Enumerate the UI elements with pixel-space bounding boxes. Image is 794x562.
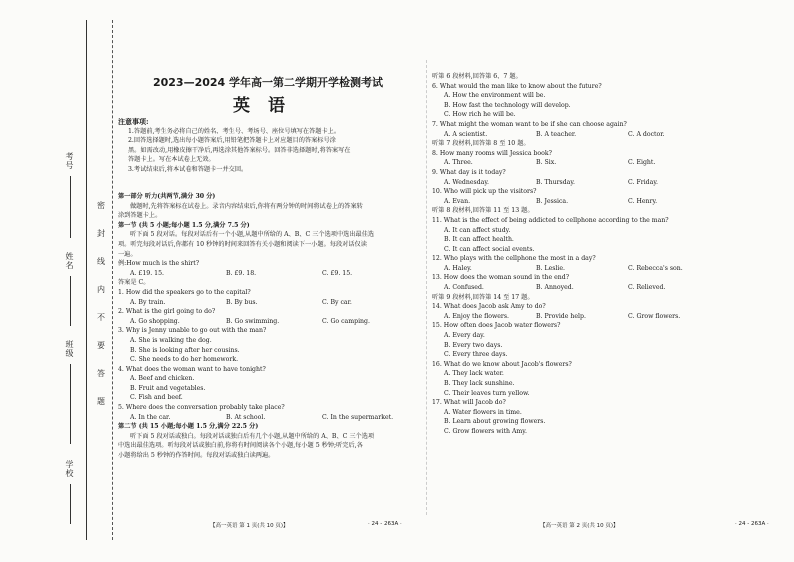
option: B. Go swimming. [226, 317, 280, 325]
option: A. In the car. [130, 413, 171, 421]
option: C. Friday. [628, 178, 658, 186]
option: B. Every two days. [444, 341, 503, 349]
options-row [118, 298, 418, 308]
question-text: 14. What does Jacob ask Amy to do? [432, 303, 546, 311]
option: C. A doctor. [628, 130, 665, 138]
question-text: 17. What will Jacob do? [432, 399, 506, 407]
question-text: 2. What is the girl going to do? [118, 308, 216, 316]
option: C. Every three days. [444, 351, 508, 359]
option: B. She is looking after her cousins. [130, 346, 240, 354]
part1-desc: 涂到答题卡上。 [118, 212, 162, 220]
option: B. It can affect health. [444, 236, 514, 244]
option: A. Every day. [444, 332, 485, 340]
question-text: 10. Who will pick up the visitors? [432, 188, 537, 196]
part1-heading: 第一部分 听力(共两节,满分 30 分) [118, 193, 216, 200]
section1-desc: 项。听完每段对话后,你都有 10 秒钟的时间来回答有关小题和阅读下一小题。每段对话仅读 [118, 240, 367, 248]
option: A. Beef and chicken. [130, 375, 195, 383]
question-text: 8. How many rooms will Jessica book? [432, 149, 552, 157]
option: B. Annoyed. [536, 284, 574, 292]
page2-footer: 【高一英语 第 2 页(共 10 页)】 [540, 523, 619, 529]
column-divider [426, 60, 427, 515]
option: B. Six. [536, 159, 557, 167]
question-text: 7. What might the woman want to be if she can choose again? [432, 120, 627, 128]
binding-label-school: 学校 [65, 460, 74, 478]
notice-item: 答题卡上。写在本试卷上无效。 [128, 156, 215, 164]
option: B. By bus. [226, 298, 258, 306]
seal-char: 答 [97, 369, 105, 378]
option: A. They lack water. [444, 370, 504, 378]
option: C. Grow flowers. [628, 312, 681, 320]
binding-label-name: 姓名 [65, 252, 74, 270]
exam-title: 2023—2024 学年高一第二学期开学检测考试 [152, 76, 384, 89]
option: B. Jessica. [536, 197, 569, 205]
notice-item: 3.考试结束后,将本试卷和答题卡一并交回。 [128, 165, 248, 173]
binding-label-class: 班级 [65, 340, 74, 358]
section1-desc: 一遍。 [118, 250, 137, 258]
page1-footer: 【高一英语 第 1 页(共 10 页)】 [210, 523, 289, 529]
option: C. Relieved. [628, 284, 666, 292]
seal-char: 不 [97, 313, 105, 322]
notice-item: 1.答题前,考生务必将自己的姓名、考生号、考场号、座位号填写在答题卡上。 [128, 127, 341, 135]
section1-heading: 第一节 (共 5 小题;每小题 1.5 分,满分 7.5 分) [118, 221, 250, 229]
option: A. It can affect study. [444, 226, 511, 234]
notice-item: 2.回答选择题时,选出每小题答案后,用铅笔把答题卡上对应题目的答案标号涂 [128, 137, 336, 145]
part1-desc: 做题时,先将答案标在试卷上。录音内容结束后,你将有两分钟的时间将试卷上的答案转 [130, 202, 363, 210]
section2-heading: 第二节 (共 15 小题;每小题 1.5 分,满分 22.5 分) [118, 423, 259, 431]
option: C. Rebecca's son. [628, 264, 683, 272]
option: C. Their leaves turn yellow. [444, 389, 530, 397]
option: B. A teacher. [536, 130, 577, 138]
option: B. Leslie. [536, 264, 566, 272]
option: A. Haley. [444, 264, 472, 272]
option: A. Water flowers in time. [444, 408, 522, 416]
notice-section [118, 117, 418, 175]
binding-label-exam-number: 考号 [65, 152, 74, 170]
section2-desc: 中选出最佳选项。听每段对话或独白前,你将有时间阅读各个小题,每小题 5 秒钟;听完后,各 [118, 442, 363, 450]
option: C. Eight. [628, 159, 656, 167]
option: C. She needs to do her homework. [130, 356, 239, 364]
option: A. £19. 15. [130, 269, 164, 277]
option: C. £9. 15. [322, 269, 353, 277]
options-row [432, 283, 782, 293]
binding-margin [0, 0, 118, 562]
seal-char: 线 [97, 257, 105, 266]
question-text: 12. Who plays with the cellphone the most in a day? [432, 255, 596, 263]
options-row [432, 197, 782, 207]
options-row [432, 130, 782, 140]
seal-char: 封 [97, 229, 105, 238]
option: B. How fast the technology will develop. [444, 101, 571, 109]
options-row [432, 178, 782, 188]
option: A. Enjoy the flowers. [444, 312, 510, 320]
notice-heading: 注意事项: [118, 117, 149, 126]
right-column [432, 72, 782, 437]
question-text: 13. How does the woman sound in the end? [432, 274, 570, 282]
question-text: 5. Where does the conversation probably take place? [118, 404, 285, 412]
page2-code: · 24 - 263A · [735, 521, 769, 527]
option: C. Go camping. [322, 317, 370, 325]
option: C. It can affect social events. [444, 245, 535, 253]
section-intro: 听第 6 段材料,回答第 6、7 题。 [432, 73, 522, 80]
section-intro: 听第 8 段材料,回答第 11 至 13 题。 [432, 207, 534, 215]
option: C. Henry. [628, 197, 658, 205]
option: C. In the supermarket. [322, 413, 394, 421]
exam-subject: 英语 [233, 96, 303, 116]
section1-desc: 听下面 5 段对话。每段对话后有一个小题,从题中所给的 A、B、C 三个选项中选出最佳选 [130, 231, 375, 239]
option: B. Learn about growing flowers. [444, 418, 546, 426]
question-text: 1. How did the speakers go to the capital? [118, 288, 251, 296]
question-text: 9. What day is it today? [432, 168, 506, 176]
option: A. By train. [130, 298, 166, 306]
question-text: 6. What would the man like to know about the future? [432, 82, 602, 90]
option: C. By car. [322, 298, 352, 306]
options-row [432, 312, 782, 322]
question-text: 4. What does the woman want to have tonight? [118, 365, 266, 373]
question-text: 11. What is the effect of being addicted to cellphone according to the man? [432, 216, 669, 224]
example-question: 例:How much is the shirt? [118, 260, 200, 268]
options-row [432, 264, 782, 274]
option: B. They lack sunshine. [444, 380, 515, 387]
seal-char: 要 [97, 341, 105, 350]
section2-desc: 听下面 5 段对话或独白。每段对话或独白后有几个小题,从题中所给的 A、B、C 三个选项 [130, 432, 375, 440]
question-text: 15. How often does Jacob water flowers? [432, 322, 561, 330]
option: A. Confused. [444, 284, 484, 292]
option: A. Go shopping. [130, 317, 180, 325]
seal-char: 题 [97, 397, 105, 406]
option: B. £9. 18. [226, 269, 257, 277]
notice-item: 黑。如需改动,用橡皮擦干净后,再选涂其他答案标号。回答非选择题时,将答案写在 [128, 146, 351, 154]
option: A. Evan. [444, 197, 471, 205]
section2-desc: 小题将给出 5 秒钟的作答时间。每段对话或独白读两遍。 [118, 452, 275, 460]
example-answer: 答案是 C。 [118, 279, 150, 287]
option: A. She is walking the dog. [130, 336, 212, 344]
option: C. Fish and beef. [130, 394, 183, 402]
question-text: 3. Why is Jenny unable to go out with the man? [118, 327, 267, 335]
section-intro: 听第 7 段材料,回答第 8 至 10 题。 [432, 140, 530, 148]
option: B. Thursday. [536, 178, 575, 186]
left-column [118, 192, 418, 461]
option: A. How the environment will be. [444, 92, 546, 100]
seal-char: 密 [97, 201, 105, 210]
options-row [118, 413, 418, 423]
option: A. Three. [444, 159, 473, 167]
option: C. How rich he will be. [444, 111, 516, 119]
options-row [432, 158, 782, 168]
binding-line-outer [86, 20, 87, 540]
binding-line-inner [112, 20, 113, 540]
question-text: 16. What do we know about Jacob's flowers? [432, 360, 572, 368]
example-options [118, 269, 418, 279]
section-intro: 听第 9 段材料,回答第 14 至 17 题。 [432, 293, 534, 301]
option: A. Wednesday. [444, 178, 489, 186]
page1-code: · 24 - 263A · [368, 521, 402, 527]
seal-char: 内 [97, 285, 105, 294]
option: B. Fruit and vegetables. [130, 384, 206, 392]
option: B. Provide help. [536, 312, 586, 320]
option: A. A scientist. [444, 130, 488, 138]
option: C. Grow flowers with Amy. [444, 427, 527, 435]
option: B. At school. [226, 413, 266, 421]
options-row [118, 317, 418, 327]
